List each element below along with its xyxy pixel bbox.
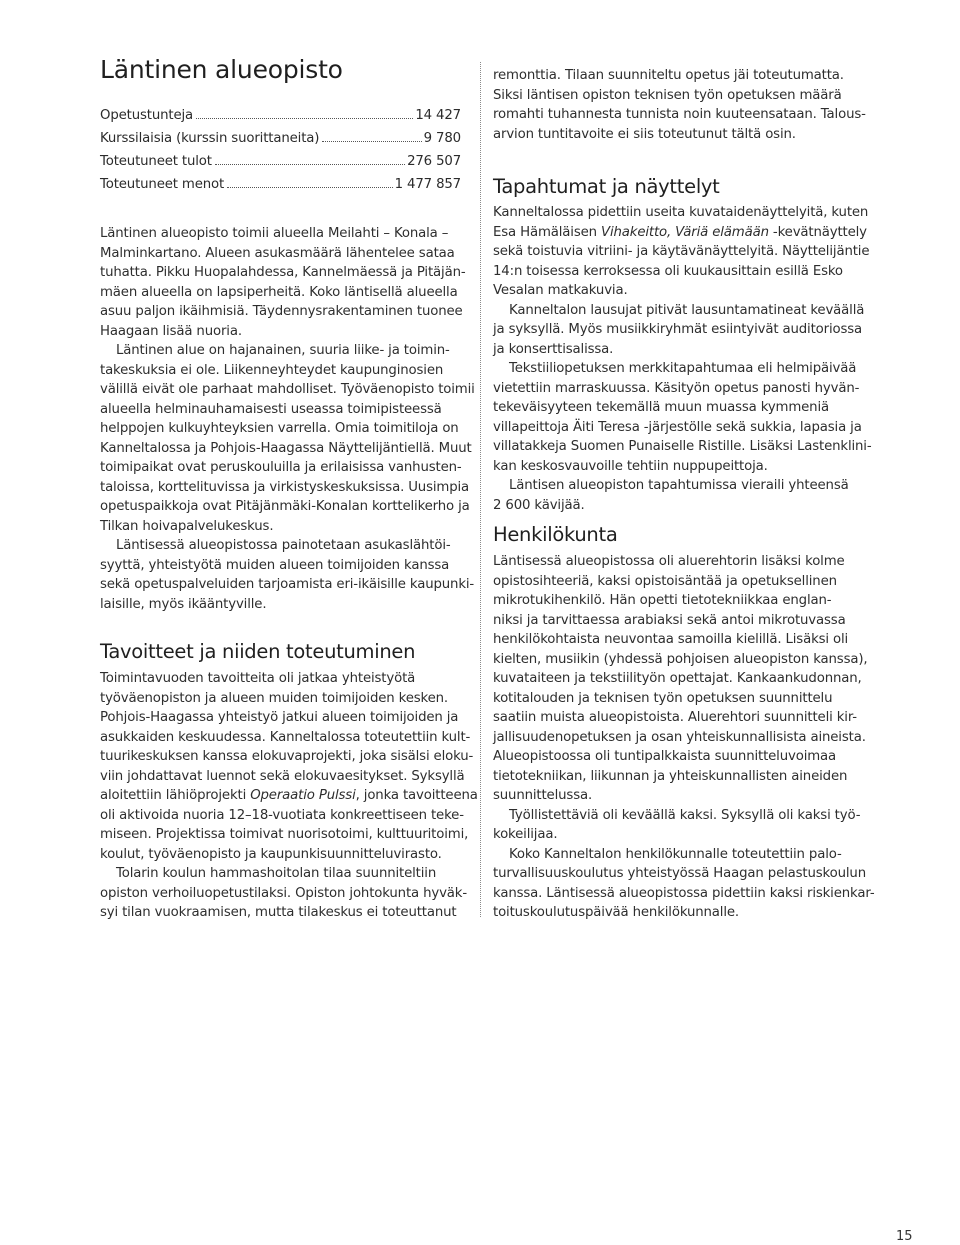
goals-text — [100, 669, 480, 923]
section-staff — [493, 523, 873, 546]
text-line: kanssa. Läntisessä alueopistossa pidettiin kaksi riskienkar- — [493, 885, 875, 901]
text-line: ja konserttisalissa. — [493, 341, 614, 357]
text-line: helppojen kulkuyhteyksien varrella. Omia toimitiloja on — [100, 421, 459, 436]
dot-leader — [215, 164, 405, 165]
text-line: opistosihteeriä, kaksi opistoisäntää ja opetuksellinen — [493, 573, 837, 589]
section-heading: Tapahtumat ja näyttelyt — [493, 175, 720, 198]
text-line: sekä toistuvia vitriini- ja käytävänäyttelyitä. Näyttelijäntie — [493, 244, 870, 259]
text-line: Kanneltalossa pidettiin useita kuvataidenäyttelyitä, kuten — [493, 205, 869, 220]
exhibition-name: Vihakeitto, Väriä elämään — [601, 224, 769, 240]
statistics-list — [100, 108, 461, 200]
text-line: oli aktivoida nuoria 12–18-vuotiata konkreettiseen teke- — [100, 807, 464, 823]
text-line: laisille, myös ikääntyville. — [100, 596, 267, 612]
column-divider — [480, 62, 481, 917]
stat-value: 276 507 — [407, 154, 461, 169]
text-line: opiston verhoiluopetustilaksi. Opiston johtokunta hyväk- — [100, 885, 467, 901]
text-line: tuhatta. Pikku Huopalahdessa, Kannelmäessä ja Pitäjän- — [100, 265, 466, 280]
text-line: tuurikeskuksen kanssa elokuvaprojekti, joka sisälsi eloku- — [100, 749, 474, 764]
text-line — [493, 223, 873, 243]
text-line: Läntisessä alueopistossa painotetaan asukaslähtöi- — [116, 538, 451, 553]
text-line: Kanneltalossa ja Pohjois-Haagassa Näyttelijäntiellä. Muut — [100, 440, 472, 456]
text-line: Pohjois-Haagassa yhteistyö jatkui alueen toimijoiden ja — [100, 710, 459, 725]
text-line: Läntisessä alueopistossa oli aluerehtorin lisäksi kolme — [493, 554, 845, 569]
stat-label: Opetustunteja — [100, 108, 194, 123]
dot-leader — [227, 187, 393, 188]
text-line: Alueopistoossa oli tuntipalkkaista suunnitteluvoimaa — [493, 749, 837, 764]
text-line: taloissa, korttelituvissa ja virkistyskeskuksissa. Uusimpia — [100, 479, 470, 495]
text-line: mikrotukihenkilö. Hän opetti tietotekniikkaa englan- — [493, 593, 832, 608]
text-line: 2 600 kävijää. — [493, 497, 585, 513]
section-goals — [100, 640, 480, 663]
section-heading: Henkilökunta — [493, 523, 618, 546]
text-line: viin johdattavat luennot sekä elokuvaesitykset. Syksyllä — [100, 768, 465, 784]
text-line: syi tilan vuokraamisen, mutta tilakeskus ei toteuttanut — [100, 905, 457, 920]
text-line: niksi ja tarvittaessa arabiaksi sekä antoi mikrotuvassa — [493, 612, 846, 628]
stat-row — [100, 154, 461, 177]
text-line: asuu paljon ikäihmisiä. Täydennysrakentaminen tuonee — [100, 304, 463, 319]
intro-text — [100, 224, 480, 614]
stat-row — [100, 177, 461, 200]
text-line: villapeittoja Äiti Teresa -järjestölle sekä sukkia, lapasia ja — [493, 419, 862, 435]
text-line: kokeilijaa. — [493, 827, 558, 842]
stat-label: Kurssilaisia (kurssin suorittaneita) — [100, 131, 320, 146]
page-title: Läntinen alueopisto — [100, 55, 343, 84]
staff-text — [493, 552, 873, 923]
text-line: turvallisuuskoulutus yhteistyössä Haagan pelastuskoulun — [493, 866, 866, 881]
text-line: Läntisen alueopiston tapahtumissa vieraili yhteensä — [509, 478, 849, 493]
text-line: romahti tuhannesta tunnista noin kuuteensataan. Talous- — [493, 107, 866, 122]
text-line: kotitalouden ja teknisen työn opetuksen suunnittelu — [493, 690, 833, 706]
text-line: koulut, työväenopisto ja kaupunkisuunnitteluvirasto. — [100, 846, 442, 862]
text-span: -kevätnäyttely — [768, 224, 867, 240]
stat-value: 1 477 857 — [394, 177, 461, 192]
text-line: miseen. Projektissa toimivat nuorisotoimi, kulttuuritoimi, — [100, 827, 469, 842]
text-span: Esa Hämäläisen — [493, 224, 602, 240]
text-line: kan keskosvauvoille tehtiin nuppupeittoja. — [493, 458, 768, 474]
text-line: jallisuudenopetuksen ja osan yhteiskunnallisista aineista. — [493, 729, 866, 745]
text-line: alueella helminauhamaisesti useassa toimipisteessä — [100, 401, 442, 417]
text-line: Tilkan hoivapalvelukeskus. — [100, 518, 274, 534]
text-line: tekeväisyyteen tekemällä muun muassa kymmeniä — [493, 400, 829, 415]
stat-label: Toteutuneet menot — [100, 177, 225, 192]
text-line: Malminkartano. Alueen asukasmäärä lähentelee sataa — [100, 245, 455, 261]
text-line: toituskoulutuspäivää henkilökunnalle. — [493, 905, 739, 920]
section-events — [493, 175, 873, 198]
text-line: sekä opetuspalveluiden tarjoamista eri-ikäisille kaupunki- — [100, 577, 475, 592]
text-line: Tekstiiliopetuksen merkkitapahtumaa eli helmipäivää — [509, 361, 857, 376]
text-line: saatiin muista alueopistoista. Aluerehtori suunnitteli kir- — [493, 710, 857, 725]
text-line: välillä eivät ole parhaat mahdolliset. Työväenopisto toimii — [100, 382, 475, 397]
dot-leader — [196, 118, 413, 119]
text-line: Läntinen alue on hajanainen, suuria liike- ja toimin- — [116, 343, 450, 358]
text-line: 14:n toisessa kerroksessa oli kuukausittain esillä Esko — [493, 263, 843, 279]
text-line: arvion tuntitavoite ei siis toteutunut tältä osin. — [493, 126, 796, 142]
project-name: Operaatio Pulssi — [250, 788, 356, 803]
text-line: asukkaiden keskuudessa. Kanneltalossa toteutettiin kult- — [100, 729, 471, 745]
text-line: Työllistettäviä oli keväällä kaksi. Syksyllä oli kaksi työ- — [509, 807, 861, 823]
text-line: suunnittelussa. — [493, 788, 593, 803]
text-line: kielten, musiikin (yhdessä pohjoisen alueopiston kanssa), — [493, 651, 868, 667]
text-line: toimipaikat ovat peruskouluilla ja erilaisissa vanhusten- — [100, 460, 462, 475]
text-line: opetuspaikkoja ovat Pitäjänmäki-Konalan korttelikerho ja — [100, 499, 470, 514]
text-line: Koko Kanneltalon henkilökunnalle toteutettiin palo- — [509, 846, 842, 862]
events-text — [493, 203, 873, 515]
text-line: remonttia. Tilaan suunniteltu opetus jäi toteutumatta. — [493, 68, 844, 83]
text-line: kuvataiteen ja tekstiilityön opettajat. Kankaankudonnan, — [493, 671, 862, 686]
stat-row — [100, 108, 461, 131]
text-line: Tolarin koulun hammashoitolan tilaa suunniteltiin — [116, 866, 437, 881]
text-line: Läntinen alueopisto toimii alueella Meilahti – Konala – — [100, 226, 449, 241]
stat-label: Toteutuneet tulot — [100, 154, 212, 169]
text-line: villatakkeja Suomen Punaiselle Ristille. Lisäksi Lastenklini- — [493, 439, 872, 454]
stat-row — [100, 131, 461, 154]
text-line: mäen alueella on lapsiperheitä. Koko läntisellä alueella — [100, 284, 458, 300]
text-line: henkilökohtaista neuvontaa samoilla kielillä. Lisäksi oli — [493, 632, 849, 647]
text-line: Kanneltalon lausujat pitivät lausuntamatineat keväällä — [509, 302, 865, 318]
page-number: 15 — [896, 1229, 913, 1244]
stat-value: 9 780 — [423, 131, 461, 146]
text-line: Vesalan matkakuvia. — [493, 283, 628, 298]
text-line: työväenopiston ja alueen muiden toimijoiden kesken. — [100, 690, 448, 706]
stat-value: 14 427 — [415, 108, 461, 123]
text-span: , jonka tavoitteena — [355, 788, 478, 803]
continued-text — [493, 66, 873, 144]
dot-leader — [322, 141, 421, 142]
text-line: tietotekniikan, liikunnan ja yhteiskunnallisten aineiden — [493, 768, 848, 784]
text-line: takeskuksia ei ole. Liikenneyhteydet kaupunginosien — [100, 362, 444, 378]
text-line: Toimintavuoden tavoitteita oli jatkaa yhteistyötä — [100, 671, 416, 686]
text-line: Siksi läntisen opiston teknisen työn opetuksen määrä — [493, 87, 842, 103]
text-line — [100, 786, 480, 806]
text-span: aloitettiin lähiöprojekti — [100, 788, 251, 803]
text-line: vietettiin marraskuussa. Käsityön opetus panosti hyvän- — [493, 380, 860, 396]
section-heading: Tavoitteet ja niiden toteutuminen — [100, 640, 416, 663]
text-line: ja syksyllä. Myös musiikkiryhmät esiintyivät auditoriossa — [493, 322, 863, 337]
text-line: Haagaan lisää nuoria. — [100, 323, 242, 339]
text-line: syyttä, yhteistyötä muiden alueen toimijoiden kanssa — [100, 557, 450, 573]
